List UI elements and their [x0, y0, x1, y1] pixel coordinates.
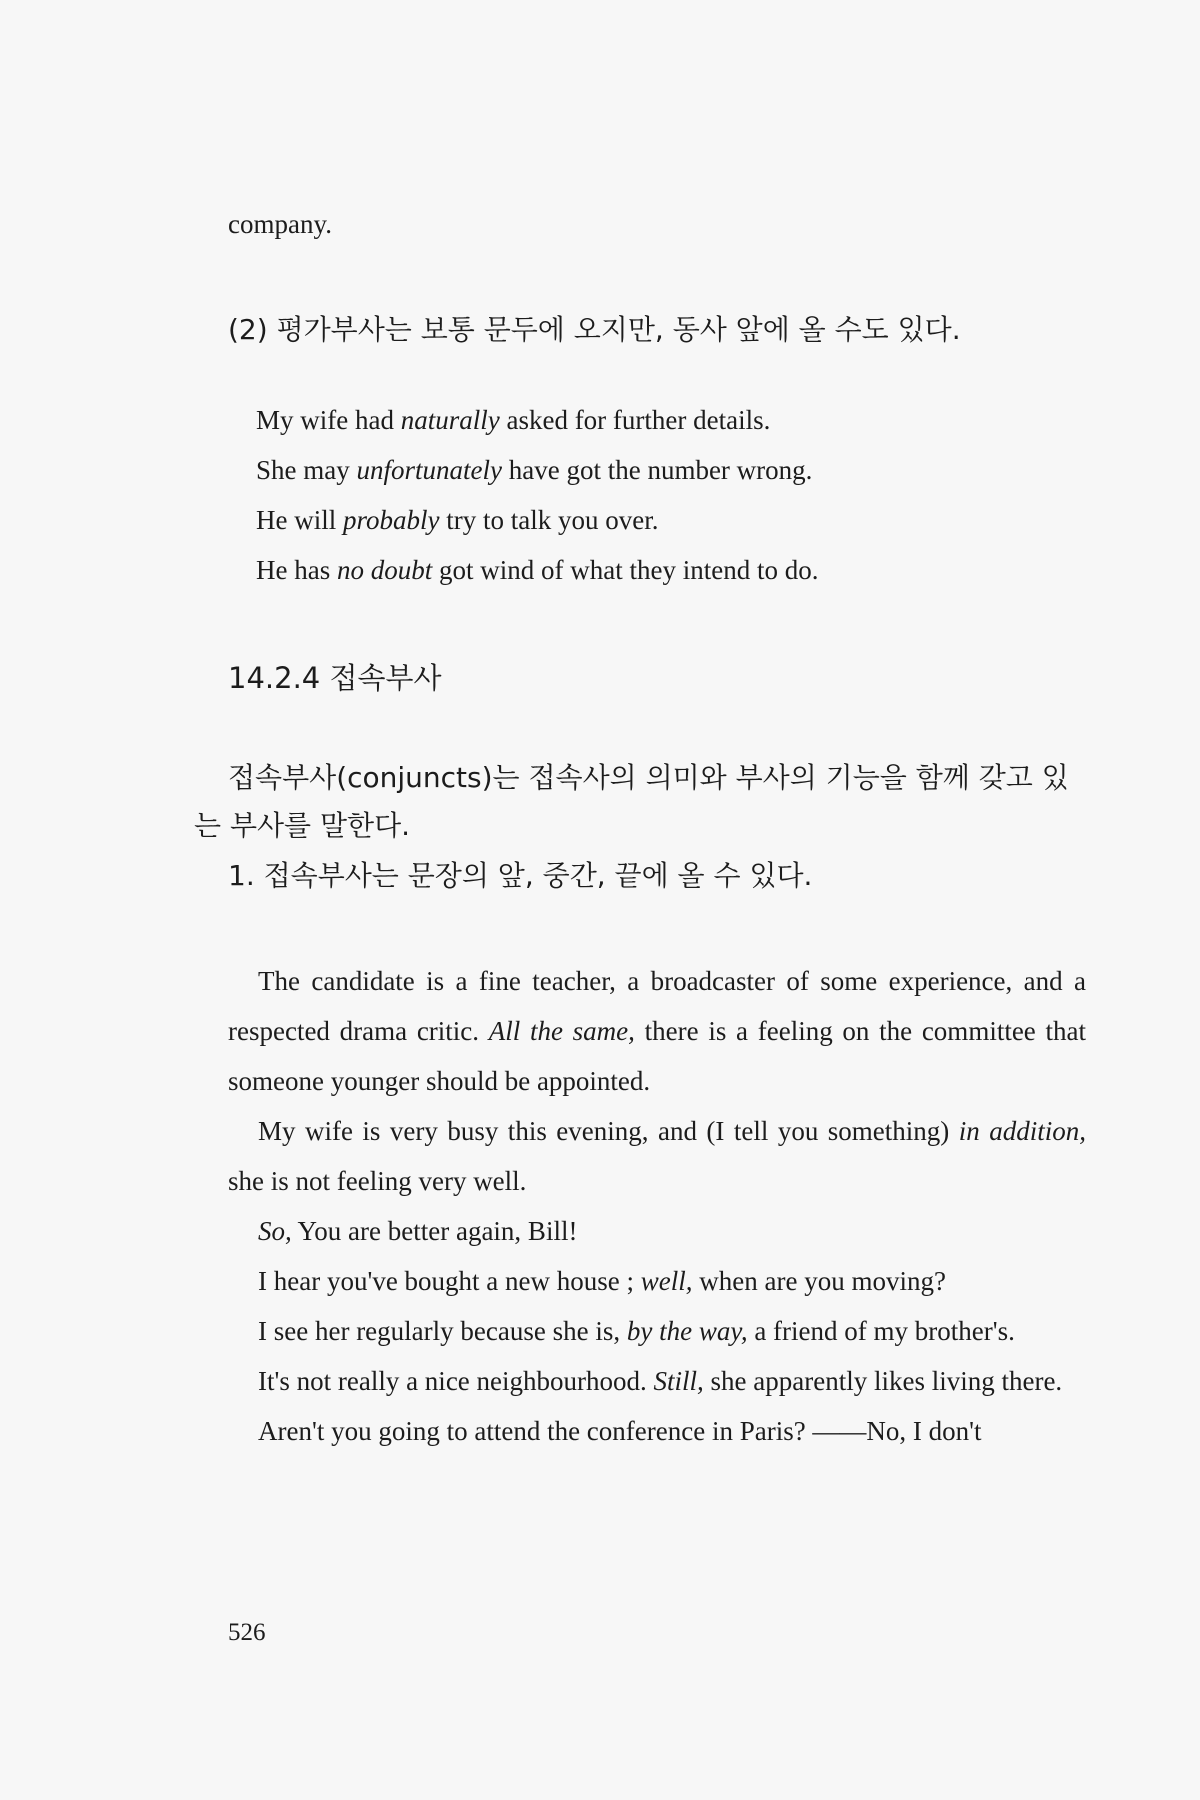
- intro-line-1: 접속부사(conjuncts)는 접속사의 의미와 부사의 기능을 함께 갖고 있: [228, 761, 1069, 794]
- continuation-text: company.: [228, 209, 332, 239]
- conjunct-adverb: All the same,: [488, 1016, 635, 1046]
- conjunct-adverb: in addition,: [958, 1116, 1086, 1146]
- rule-2-evaluative-adverbs: (2) 평가부사는 보통 문두에 오지만, 동사 앞에 올 수도 있다.: [228, 313, 961, 346]
- conjunct-adverb: Still,: [653, 1366, 704, 1396]
- paragraph-text: she is not feeling very well.: [228, 1166, 527, 1196]
- example-paragraph: [228, 956, 1086, 1106]
- paragraph-text: Aren't you going to attend the conference in Paris? ——No, I don't: [258, 1416, 982, 1446]
- paragraph-text: she apparently likes living there.: [703, 1366, 1063, 1396]
- paragraph-text: there is a feeling on the committee that someone younger should be appointed.: [228, 1016, 1086, 1096]
- paragraph-text: a friend of my brother's.: [747, 1316, 1015, 1346]
- intro-line-2: 는 부사를 말한다.: [194, 809, 411, 842]
- example-sentence: [256, 552, 818, 588]
- example-text: My wife had: [256, 405, 401, 435]
- example-paragraph: [228, 1306, 1086, 1356]
- paragraph-text: You are better again, Bill!: [291, 1216, 578, 1246]
- example-paragraph: [228, 1206, 1086, 1256]
- conjunct-adverb: well,: [640, 1266, 693, 1296]
- example-paragraph: [228, 1256, 1086, 1306]
- conjunct-adverb: by the way,: [626, 1316, 748, 1346]
- paragraph-text: My wife is very busy this evening, and (I tell you something): [258, 1116, 959, 1146]
- example-text: asked for further details.: [499, 405, 771, 435]
- example-sentence: [256, 502, 658, 538]
- example-text: got wind of what they intend to do.: [432, 555, 819, 585]
- example-paragraph: [228, 1106, 1086, 1206]
- example-sentence: [256, 402, 770, 438]
- example-paragraph: [228, 1356, 1086, 1406]
- example-adverb: no doubt: [336, 555, 433, 585]
- example-paragraph: [228, 1406, 1086, 1456]
- example-adverb: probably: [343, 505, 440, 535]
- section-heading: 14.2.4 접속부사: [228, 661, 442, 695]
- rule-1-conjunct-position: 1. 접속부사는 문장의 앞, 중간, 끝에 올 수 있다.: [228, 859, 813, 892]
- example-adverb: unfortunately: [356, 455, 502, 485]
- paragraph-text: I hear you've bought a new house ;: [258, 1266, 641, 1296]
- example-text: She may: [256, 455, 357, 485]
- example-adverb: naturally: [400, 405, 500, 435]
- example-text: try to talk you over.: [439, 505, 659, 535]
- conjunct-adverb: So,: [258, 1216, 292, 1246]
- example-sentence: [256, 452, 812, 488]
- paragraph-text: I see her regularly because she is,: [258, 1316, 627, 1346]
- paragraph-text: It's not really a nice neighbourhood.: [258, 1366, 654, 1396]
- paragraph-text: when are you moving?: [692, 1266, 946, 1296]
- page-number: 526: [228, 1619, 266, 1646]
- paragraph-text: The candidate is a fine teacher, a broadcaster of some experience, and a respected drama critic.: [228, 966, 1086, 1046]
- example-text: He has: [256, 555, 337, 585]
- conjunct-examples: [228, 956, 1086, 1456]
- example-text: have got the number wrong.: [501, 455, 813, 485]
- example-text: He will: [256, 505, 343, 535]
